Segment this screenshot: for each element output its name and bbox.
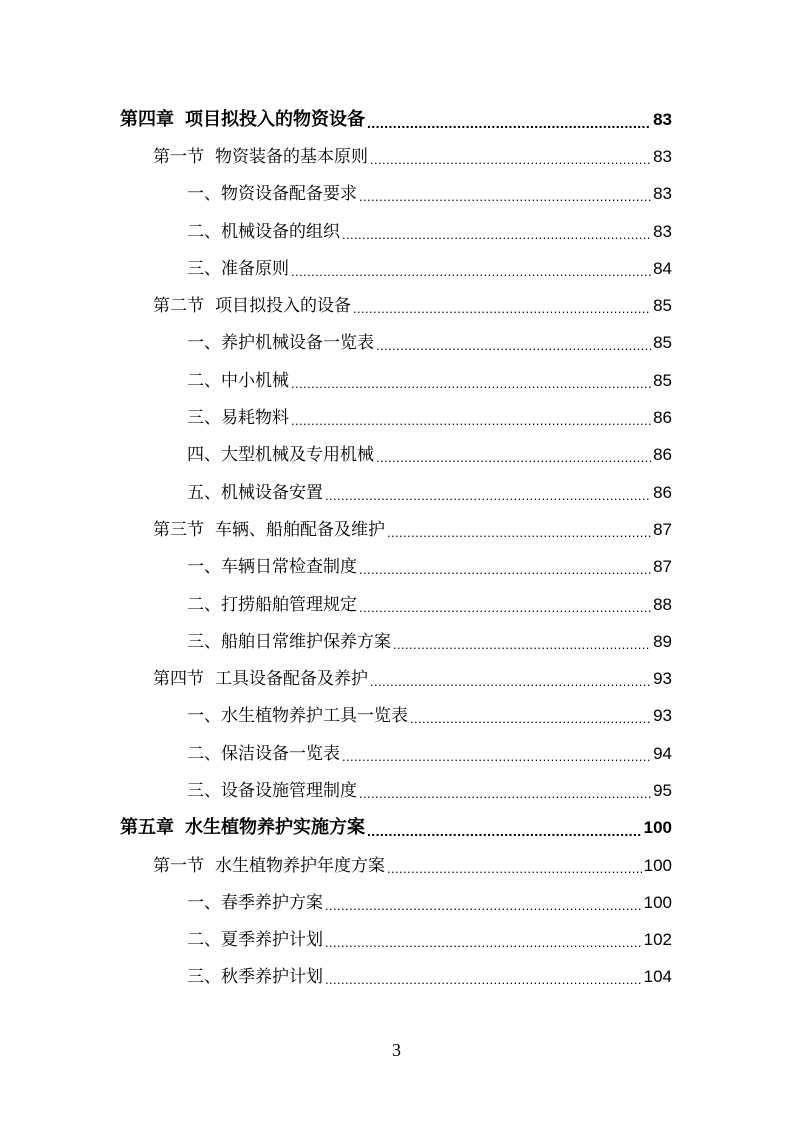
toc-section[interactable] [0,138,793,175]
toc-label: 第四节 工具设备配备及养护 [153,669,368,690]
toc-page: 94 [653,743,672,763]
toc-label: 二、夏季养护计划 [187,930,323,951]
toc-label: 一、养护机械设备一览表 [187,333,374,354]
toc-page: 89 [653,631,672,651]
toc-page: 86 [653,408,672,428]
toc-label: 三、易耗物料 [187,408,289,429]
toc-page: 95 [653,780,672,800]
toc-leader [367,113,651,133]
toc-page: 93 [653,669,672,689]
toc-leader [325,970,642,990]
toc-item[interactable] [0,474,793,511]
toc-page: 86 [653,445,672,465]
toc-item[interactable] [0,735,793,772]
toc-label: 一、车辆日常检查制度 [187,557,357,578]
toc-label: 二、中小机械 [187,370,289,391]
toc-page: 93 [653,706,672,726]
toc-label: 二、保洁设备一览表 [187,743,340,764]
toc-page: 85 [653,333,672,353]
toc-chapter[interactable] [0,810,793,847]
toc-page: 104 [643,967,672,987]
toc-leader [359,560,651,580]
toc-leader [291,411,651,431]
toc-label: 第二节 项目拟投入的设备 [153,296,351,317]
toc-page: 87 [653,557,672,577]
toc-leader [410,709,651,729]
toc-label: 一、春季养护方案 [187,892,323,913]
toc-page: 83 [653,109,672,129]
toc-page: 83 [653,146,672,166]
toc-leader [387,523,651,543]
toc-item[interactable] [0,772,793,809]
toc-leader [393,635,651,655]
toc-leader [359,784,651,804]
toc-label: 三、船舶日常维护保养方案 [187,631,391,652]
page-number: 3 [392,1040,401,1060]
toc-label: 三、秋季养护计划 [187,967,323,988]
toc-label: 一、水生植物养护工具一览表 [187,706,408,727]
toc-leader [387,859,642,879]
toc-page: 100 [643,892,672,912]
toc-section[interactable] [0,660,793,697]
toc-item[interactable] [0,250,793,287]
toc-page: 85 [653,296,672,316]
toc-label: 三、准备原则 [187,258,289,279]
toc-page: 83 [653,184,672,204]
toc-item[interactable] [0,623,793,660]
toc-section[interactable] [0,511,793,548]
toc-leader [325,896,642,916]
toc-leader [370,150,651,170]
toc-leader [353,299,651,319]
toc-page: 86 [653,482,672,502]
table-of-contents [0,101,793,996]
toc-section[interactable] [0,287,793,324]
toc-leader [291,262,651,282]
toc-item[interactable] [0,213,793,250]
toc-leader [325,933,642,953]
toc-label: 二、打捞船舶管理规定 [187,594,357,615]
toc-page: 100 [643,818,672,838]
toc-item[interactable] [0,884,793,921]
toc-item[interactable] [0,549,793,586]
toc-label: 五、机械设备安置 [187,482,323,503]
toc-leader [359,598,651,618]
toc-label: 第三节 车辆、船舶配备及维护 [153,519,385,540]
toc-leader [325,486,651,506]
toc-label: 第五章 水生植物养护实施方案 [120,817,365,839]
toc-label: 第四章 项目拟投入的物资设备 [120,108,365,130]
toc-label: 第一节 水生植物养护年度方案 [153,855,385,876]
toc-item[interactable] [0,437,793,474]
toc-leader [291,374,651,394]
toc-label: 四、大型机械及专用机械 [187,445,374,466]
toc-item[interactable] [0,399,793,436]
toc-chapter[interactable] [0,101,793,138]
toc-item[interactable] [0,176,793,213]
toc-page: 84 [653,258,672,278]
toc-leader [376,448,651,468]
toc-leader [342,225,651,245]
toc-leader [342,747,651,767]
toc-item[interactable] [0,362,793,399]
toc-item[interactable] [0,698,793,735]
toc-page: 88 [653,594,672,614]
toc-item[interactable] [0,959,793,996]
toc-page: 87 [653,519,672,539]
toc-leader [370,672,651,692]
toc-item[interactable] [0,586,793,623]
toc-leader [359,187,651,207]
toc-leader [367,821,642,841]
toc-section[interactable] [0,847,793,884]
toc-label: 二、机械设备的组织 [187,221,340,242]
toc-label: 三、设备设施管理制度 [187,780,357,801]
toc-leader [376,336,651,356]
toc-item[interactable] [0,922,793,959]
toc-page: 83 [653,221,672,241]
toc-page: 100 [643,855,672,875]
toc-page: 85 [653,370,672,390]
toc-label: 第一节 物资装备的基本原则 [153,146,368,167]
toc-label: 一、物资设备配备要求 [187,184,357,205]
toc-page: 102 [643,930,672,950]
toc-item[interactable] [0,325,793,362]
